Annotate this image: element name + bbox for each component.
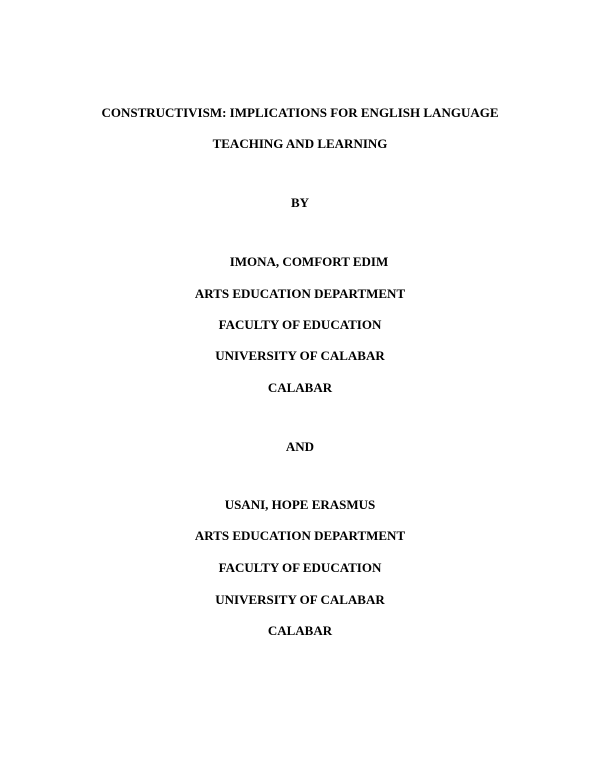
author1-faculty: FACULTY OF EDUCATION [218,317,382,332]
by-label: BY [290,195,310,210]
and-label: AND [285,439,315,454]
author1-department: ARTS EDUCATION DEPARTMENT [194,286,406,301]
author1-city: CALABAR [267,380,333,395]
author2-faculty: FACULTY OF EDUCATION [218,560,382,575]
author1-university: UNIVERSITY OF CALABAR [215,348,385,363]
title-line-1: CONSTRUCTIVISM: IMPLICATIONS FOR ENGLISH LANGUAGE [101,105,499,120]
author2-city: CALABAR [267,623,333,638]
title-line-2: TEACHING AND LEARNING [212,136,388,151]
author1-name: IMONA, COMFORT EDIM [229,254,389,269]
author2-name: USANI, HOPE ERASMUS [224,497,376,512]
author2-department: ARTS EDUCATION DEPARTMENT [194,528,406,543]
author2-university: UNIVERSITY OF CALABAR [215,592,385,607]
